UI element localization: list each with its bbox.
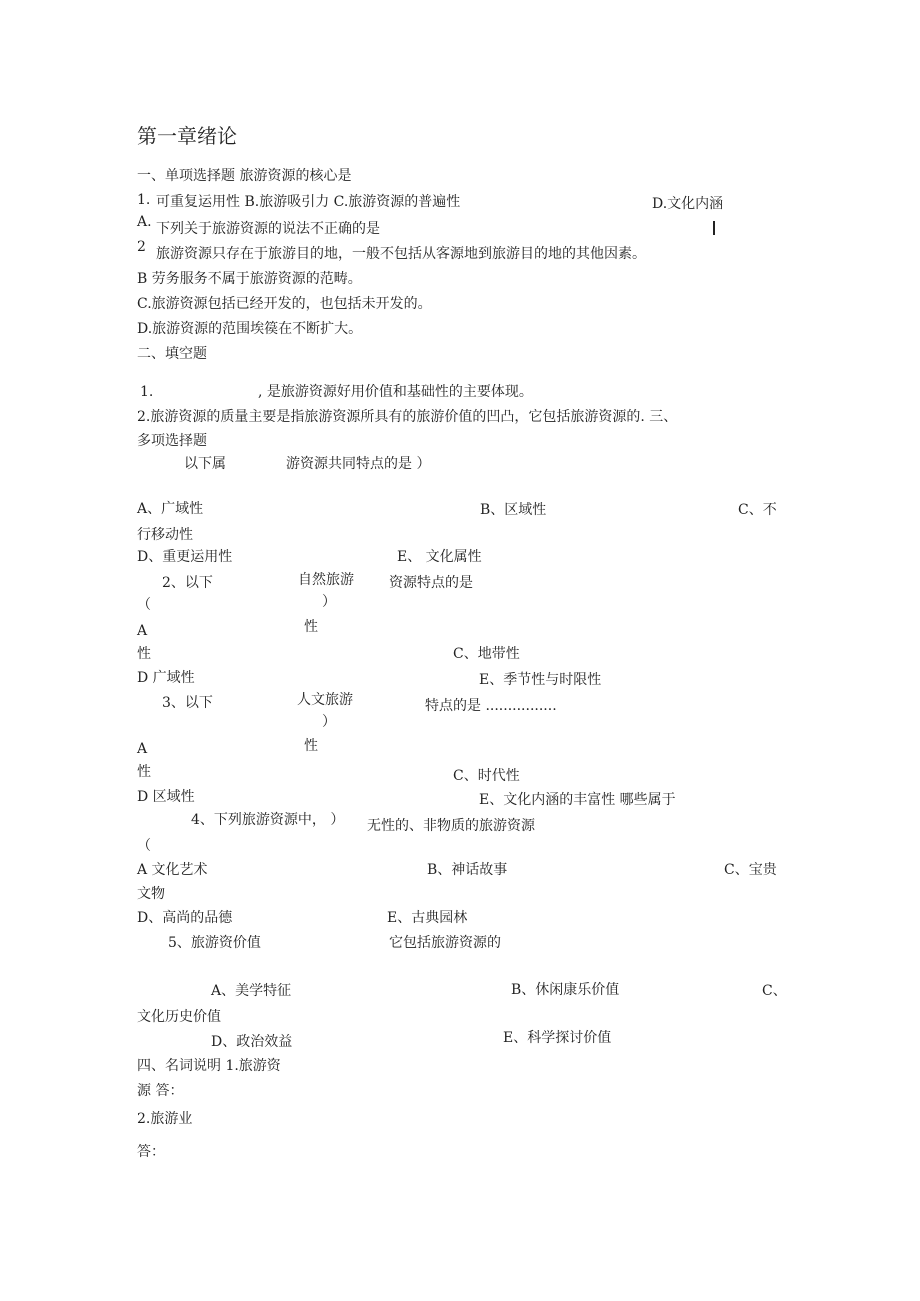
m2-option-e: E、季节性与时限性 — [479, 672, 602, 688]
terms-heading: 四、名词说明 1.旅游资 — [137, 1058, 281, 1074]
m1-option-e: E、 文化属性 — [397, 549, 482, 565]
term-2-answer: 答： — [137, 1144, 165, 1160]
m3-option-c: C、时代性 — [453, 768, 520, 784]
m5-stem-a: 5、旅游资价值 — [168, 935, 261, 951]
q2-option-b: B 劳务服务不属于旅游资源的范畴。 — [137, 271, 362, 287]
m1-option-a: A、广域性 — [137, 501, 204, 517]
m3-option-a: A — [137, 741, 148, 757]
m4-option-b: B、神话故事 — [427, 862, 508, 878]
m5-option-d: D、政治效益 — [211, 1034, 293, 1050]
m4-stem-a: 4、下列旅游资源中， ） — [191, 812, 345, 828]
term-1-cont: 源 答： — [137, 1083, 184, 1099]
m3-stem-b: 人文旅游 — [297, 692, 353, 708]
q1-number: 1. — [137, 192, 151, 208]
m2-option-c: C、地带性 — [453, 646, 520, 662]
m2-paren-left: （ — [137, 597, 151, 613]
chapter-title: 第一章绪论 — [137, 124, 237, 148]
text-cursor-mark — [713, 221, 715, 235]
fill-1-text: , 是旅游资源好用价值和基础性的主要体现。 — [258, 384, 533, 400]
q2-a-marker: A. — [137, 214, 152, 230]
m1-stem-b: 游资源共同特点的是 ） — [286, 456, 431, 472]
m3-xing-2: 性 — [137, 764, 151, 780]
q2-number: 2 — [137, 239, 146, 255]
m5-stem-b: 它包括旅游资源的 — [389, 935, 501, 951]
m3-stem-a: 3、以下 — [162, 695, 213, 711]
fill-1-number: 1. — [140, 384, 154, 400]
m5-option-b: B、休闲康乐价值 — [511, 982, 620, 998]
fill-2-text: 2.旅游资源的质量主要是指旅游资源所具有的旅游价值的凹凸，它包括旅游资源的. 三、 — [137, 409, 678, 425]
m1-stem-a: 以下属 — [184, 456, 226, 472]
m4-option-a: A 文化艺术 — [137, 862, 208, 878]
m5-option-a: A、美学特征 — [211, 983, 292, 999]
m2-xing-2: 性 — [137, 646, 151, 662]
m5-option-e: E、科学探讨价值 — [503, 1030, 612, 1046]
m2-stem-a: 2、以下 — [162, 575, 213, 591]
m3-paren-right: ） — [322, 714, 336, 730]
m2-option-a: A — [137, 623, 148, 639]
m4-paren-left: （ — [137, 838, 151, 854]
m3-option-d: D 区域性 — [137, 789, 195, 805]
m1-option-d: D、重更运用性 — [137, 549, 233, 565]
m2-xing-1: 性 — [304, 619, 318, 635]
m4-option-d: D、高尚的品德 — [137, 910, 233, 926]
term-2: 2.旅游业 — [137, 1111, 193, 1127]
fill-blank-heading: 二、填空题 — [137, 346, 207, 362]
m2-stem-b: 自然旅游 — [298, 572, 354, 588]
m1-option-c: C、不 — [738, 502, 777, 518]
m1-option-c-cont: 行移动性 — [137, 527, 193, 543]
m5-option-c-cont: 文化历史价值 — [137, 1009, 221, 1025]
m1-option-b: B、区域性 — [480, 502, 547, 518]
q2-option-d: D.旅游资源的范围埃篌在不断扩大。 — [137, 321, 363, 337]
m3-option-e: E、文化内涵的丰富性 哪些属于 — [479, 792, 676, 808]
m2-stem-c: 资源特点的是 — [389, 575, 473, 591]
m2-paren-right: ） — [322, 594, 336, 610]
m3-stem-c: 特点的是 ................ — [425, 698, 557, 714]
m4-option-c-cont: 文物 — [137, 886, 165, 902]
m5-option-c: C、 — [762, 983, 787, 999]
m2-option-d: D 广域性 — [137, 670, 195, 686]
m3-xing-1: 性 — [304, 738, 318, 754]
q2-option-a: 旅游资源只存在于旅游目的地，一般不包括从客源地到旅游目的地的其他因素。 — [156, 246, 646, 262]
single-choice-heading: 一、单项选择题 旅游资源的核心是 — [137, 168, 352, 184]
m4-option-c: C、宝贵 — [724, 862, 777, 878]
m4-stem-b: 无性的、非物质的旅游资源 — [367, 818, 535, 834]
m4-option-e: E、古典园林 — [387, 910, 468, 926]
q1-option-d: D.文化内涵 — [652, 196, 724, 212]
q2-option-c: C.旅游资源包括已经开发的，也包括未开发的。 — [137, 296, 432, 312]
q2-stem: 下列关于旅游资源的说法不正确的是 — [156, 221, 380, 237]
multi-choice-heading: 多项选择题 — [137, 433, 207, 449]
q1-options: 可重复运用性 B.旅游吸引力 C.旅游资源的普遍性 — [156, 194, 461, 210]
